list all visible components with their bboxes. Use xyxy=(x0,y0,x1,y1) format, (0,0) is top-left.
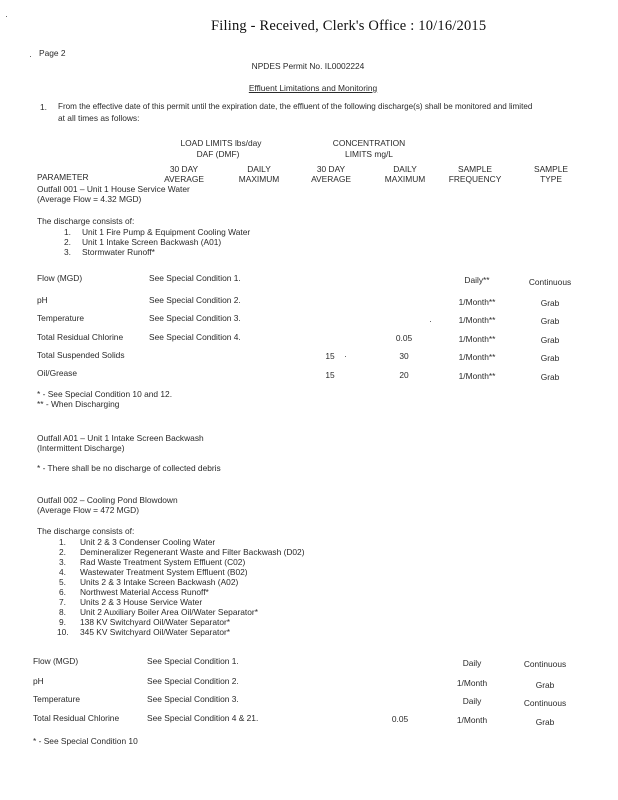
row-frequency: 1/Month** xyxy=(458,315,496,325)
row-condition: See Special Condition 1. xyxy=(147,656,239,666)
outfall-001-flow: (Average Flow = 4.32 MGD) xyxy=(37,194,142,204)
list-item-number: 1. xyxy=(59,537,66,547)
header-concentration: CONCENTRATION xyxy=(332,138,406,148)
row-daily-maximum: 0.05 xyxy=(395,333,413,343)
header-conc-30day: 30 DAY xyxy=(316,164,346,174)
outfall-001-note-2: ** - When Discharging xyxy=(37,399,120,409)
permit-number: NPDES Permit No. IL0002224 xyxy=(251,61,365,71)
filing-stamp: Filing - Received, Clerk's Office : 10/16/2015 xyxy=(211,18,487,34)
row-type: Grab xyxy=(535,717,555,727)
row-parameter: pH xyxy=(33,676,44,686)
list-item: Demineralizer Regenerant Waste and Filter Backwash (D02) xyxy=(80,547,305,557)
row-daily-maximum: 20 xyxy=(399,370,409,380)
list-item-number: 1. xyxy=(64,227,71,237)
list-item-number: 9. xyxy=(59,617,66,627)
row-type: Grab xyxy=(540,298,560,308)
list-item: 138 KV Switchyard Oil/Water Separator* xyxy=(80,617,231,627)
list-item: Unit 1 Fire Pump & Equipment Cooling Water xyxy=(82,227,251,237)
list-item: Units 2 & 3 House Service Water xyxy=(80,597,203,607)
outfall-a01-subtitle: (Intermittent Discharge) xyxy=(37,443,125,453)
row-frequency: 1/Month** xyxy=(458,352,496,362)
list-item-number: 3. xyxy=(59,557,66,567)
header-conc-limits: LIMITS mg/L xyxy=(345,149,393,159)
row-type: Grab xyxy=(540,353,560,363)
row-parameter: Total Residual Chlorine xyxy=(33,713,120,723)
outfall-002-flow: (Average Flow = 472 MGD) xyxy=(37,505,140,515)
row-type: Grab xyxy=(540,372,560,382)
row-parameter: Temperature xyxy=(37,313,85,323)
row-frequency: Daily xyxy=(462,658,482,668)
list-item: Units 2 & 3 Intake Screen Backwash (A02) xyxy=(80,577,239,587)
page-label: Page 2 xyxy=(39,48,66,58)
scan-speck xyxy=(345,356,346,357)
row-parameter: Temperature xyxy=(33,694,81,704)
row-frequency: Daily** xyxy=(464,275,490,285)
list-item-number: 4. xyxy=(59,567,66,577)
scan-speck xyxy=(430,321,431,322)
row-parameter: Total Suspended Solids xyxy=(37,350,125,360)
row-frequency: 1/Month** xyxy=(458,371,496,381)
row-condition: See Special Condition 2. xyxy=(147,676,239,686)
header-sample-type-top: SAMPLE xyxy=(534,164,568,174)
header-load-daily: DAILY xyxy=(247,164,271,174)
scan-speck xyxy=(6,16,7,17)
list-item: Stormwater Runoff* xyxy=(82,247,155,257)
row-frequency: 1/Month xyxy=(456,678,488,688)
outfall-001-title: Outfall 001 – Unit 1 House Service Water xyxy=(37,184,190,194)
outfall-002-title: Outfall 002 – Cooling Pond Blowdown xyxy=(37,495,178,505)
scan-speck xyxy=(30,56,31,57)
row-frequency: 1/Month** xyxy=(458,334,496,344)
row-condition: See Special Condition 3. xyxy=(149,313,241,323)
header-type: TYPE xyxy=(540,174,562,184)
row-type: Grab xyxy=(540,316,560,326)
header-conc-average: AVERAGE xyxy=(311,174,351,184)
list-item: Rad Waste Treatment System Effluent (C02) xyxy=(80,557,246,567)
row-parameter: Oil/Grease xyxy=(37,368,78,378)
row-30day-average: 15 xyxy=(325,370,335,380)
row-frequency: 1/Month** xyxy=(458,297,496,307)
row-parameter: pH xyxy=(37,295,48,305)
header-sample: SAMPLE xyxy=(458,164,492,174)
header-load-average: AVERAGE xyxy=(164,174,204,184)
list-item: 345 KV Switchyard Oil/Water Separator* xyxy=(80,627,231,637)
header-parameter: PARAMETER xyxy=(37,172,89,182)
outfall-a01-note: * - There shall be no discharge of collected debris xyxy=(37,463,221,473)
row-parameter: Flow (MGD) xyxy=(33,656,79,666)
row-30day-average: 15 xyxy=(325,351,335,361)
list-item-number: 10. xyxy=(57,627,69,637)
row-frequency: 1/Month xyxy=(456,715,488,725)
section-title: Effluent Limitations and Monitoring xyxy=(248,83,378,93)
list-item: Northwest Material Access Runoff* xyxy=(80,587,209,597)
row-type: Grab xyxy=(535,680,555,690)
outfall-001-note-1: * - See Special Condition 10 and 12. xyxy=(37,389,173,399)
outfall-002-note: * - See Special Condition 10 xyxy=(33,736,138,746)
row-parameter: Flow (MGD) xyxy=(37,273,83,283)
header-frequency: FREQUENCY xyxy=(448,174,502,184)
outfall-a01-title: Outfall A01 – Unit 1 Intake Screen Backwash xyxy=(37,433,204,443)
row-condition: See Special Condition 4. xyxy=(149,332,241,342)
list-item-number: 2. xyxy=(64,237,71,247)
row-type: Grab xyxy=(540,335,560,345)
header-daf: DAF (DMF) xyxy=(196,149,240,159)
row-parameter: Total Residual Chlorine xyxy=(37,332,124,342)
list-item: Unit 2 Auxiliary Boiler Area Oil/Water Separator* xyxy=(80,607,258,617)
header-load-maximum: MAXIMUM xyxy=(238,174,280,184)
row-condition: See Special Condition 3. xyxy=(147,694,239,704)
header-conc-maximum: MAXIMUM xyxy=(384,174,426,184)
header-conc-daily: DAILY xyxy=(393,164,417,174)
list-item: Unit 1 Intake Screen Backwash (A01) xyxy=(82,237,222,247)
list-item: Wastewater Treatment System Effluent (B02) xyxy=(80,567,248,577)
row-condition: See Special Condition 2. xyxy=(149,295,241,305)
header-load-limits: LOAD LIMITS lbs/day xyxy=(180,138,262,148)
row-daily-maximum: 0.05 xyxy=(391,714,409,724)
list-item-number: 3. xyxy=(64,247,71,257)
intro-number: 1. xyxy=(40,102,47,112)
intro-line-2: at all times as follows: xyxy=(58,113,140,123)
row-condition: See Special Condition 4 & 21. xyxy=(147,713,259,723)
row-condition: See Special Condition 1. xyxy=(149,273,241,283)
row-type: Continuous xyxy=(528,277,572,287)
list-item-number: 5. xyxy=(59,577,66,587)
intro-line-1: From the effective date of this permit until the expiration date, the effluent of the following discharge(s) shall be monitored and limited xyxy=(58,102,533,111)
row-type: Continuous xyxy=(523,659,567,669)
list-item: Unit 2 & 3 Condenser Cooling Water xyxy=(80,537,216,547)
list-item-number: 8. xyxy=(59,607,66,617)
list-item-number: 7. xyxy=(59,597,66,607)
row-type: Continuous xyxy=(523,698,567,708)
row-daily-maximum: 30 xyxy=(399,351,409,361)
list-item-number: 6. xyxy=(59,587,66,597)
outfall-002-consists: The discharge consists of: xyxy=(37,526,135,536)
header-load-30day: 30 DAY xyxy=(169,164,199,174)
row-frequency: Daily xyxy=(462,696,482,706)
list-item-number: 2. xyxy=(59,547,66,557)
outfall-001-consists: The discharge consists of: xyxy=(37,216,135,226)
